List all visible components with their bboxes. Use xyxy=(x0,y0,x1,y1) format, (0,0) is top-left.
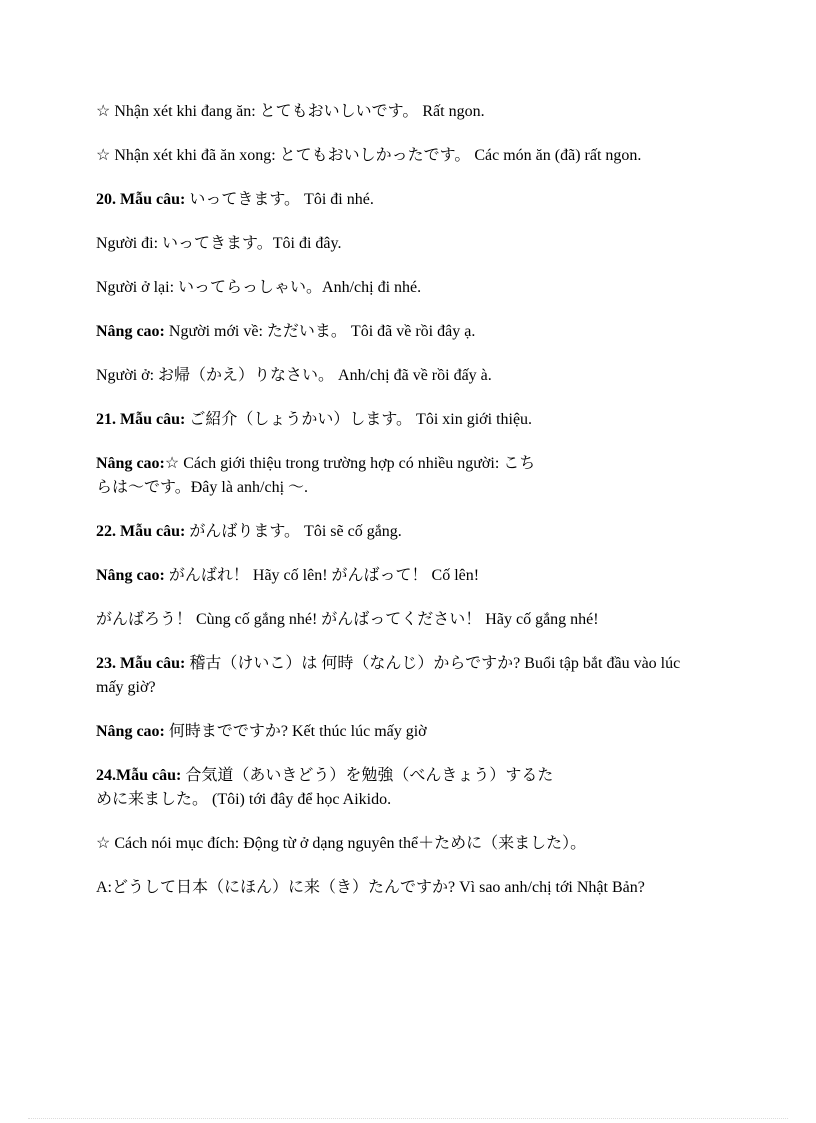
paragraph-text: 合気道（あいきどう）を勉強（べんきょう）するために来ました。 (Tôi) tới đây để học Aikido. xyxy=(96,767,554,808)
pattern-23 xyxy=(96,652,696,700)
paragraph-text: 何時までですか? Kết thúc lúc mấy giờ xyxy=(164,723,427,740)
pattern-22 xyxy=(96,520,696,544)
paragraph-text: ☆ Cách giới thiệu trong trường hợp có nhiều người: こちらは～です。Đây là anh/chị ～. xyxy=(96,455,536,496)
advanced-20 xyxy=(96,320,696,344)
paragraph-lead: Nâng cao: xyxy=(96,323,165,340)
paragraph-text: Người ở lại: いってらっしゃい。Anh/chị đi nhé. xyxy=(96,279,422,296)
paragraph-text: Người ở: お帰（かえ）りなさい。 Anh/chị đã về rồi đấy à. xyxy=(96,367,492,384)
paragraph-2 xyxy=(96,144,696,168)
paragraph-text: がんばれ！ Hãy cố lên! がんばって！ Cố lên! xyxy=(164,567,480,584)
page-bottom-divider xyxy=(28,1118,788,1119)
paragraph-text: A:どうして日本（にほん）に来（き）たんですか? Vì sao anh/chị tới Nhật Bản? xyxy=(96,879,645,896)
paragraph-lead: Nâng cao: xyxy=(96,455,165,472)
paragraph-4 xyxy=(96,232,696,256)
paragraph-text: ご紹介（しょうかい）します。 Tôi xin giới thiệu. xyxy=(185,411,533,428)
paragraph-text: がんばります。 Tôi sẽ cố gắng. xyxy=(185,523,402,540)
paragraph-12 xyxy=(96,608,666,632)
paragraph-text: ☆ Cách nói mục đích: Động từ ở dạng nguyên thể＋ために（来ました）。 xyxy=(96,835,587,852)
paragraph-lead: Nâng cao: xyxy=(96,723,165,740)
advanced-21 xyxy=(96,452,536,500)
advanced-22 xyxy=(96,564,696,588)
paragraph-7 xyxy=(96,364,696,388)
paragraph-text: Người mới về: ただいま。 Tôi đã về rồi đây ạ. xyxy=(164,323,476,340)
paragraph-lead: 24.Mẫu câu: xyxy=(96,767,182,784)
paragraph-lead: Nâng cao: xyxy=(96,567,165,584)
pattern-24 xyxy=(96,764,566,812)
paragraph-lead: 22. Mẫu câu: xyxy=(96,523,186,540)
paragraph-lead: 20. Mẫu câu: xyxy=(96,191,186,208)
pattern-21 xyxy=(96,408,696,432)
paragraph-16 xyxy=(96,832,696,856)
paragraph-text: ☆ Nhận xét khi đã ăn xong: とてもおいしかったです。 Các món ăn (đã) rất ngon. xyxy=(96,147,642,164)
paragraph-1 xyxy=(96,100,696,124)
paragraph-lead: 23. Mẫu câu: xyxy=(96,655,186,672)
paragraph-text: 稽古（けいこ）は 何時（なんじ）からですか? Buổi tập bắt đầu vào lúc mấy giờ? xyxy=(96,655,681,696)
paragraph-lead: 21. Mẫu câu: xyxy=(96,411,186,428)
paragraph-text: ☆ Nhận xét khi đang ăn: とてもおいしいです。 Rất ngon. xyxy=(96,103,485,120)
paragraph-17 xyxy=(96,876,696,900)
paragraph-text: がんばろう！ Cùng cố gắng nhé! がんばってください！ Hãy cố gắng nhé! xyxy=(96,611,599,628)
pattern-20 xyxy=(96,188,696,212)
document-body xyxy=(96,100,696,920)
paragraph-text: いってきます。 Tôi đi nhé. xyxy=(185,191,374,208)
paragraph-5 xyxy=(96,276,696,300)
paragraph-text: Người đi: いってきます。Tôi đi đây. xyxy=(96,235,342,252)
advanced-23 xyxy=(96,720,696,744)
